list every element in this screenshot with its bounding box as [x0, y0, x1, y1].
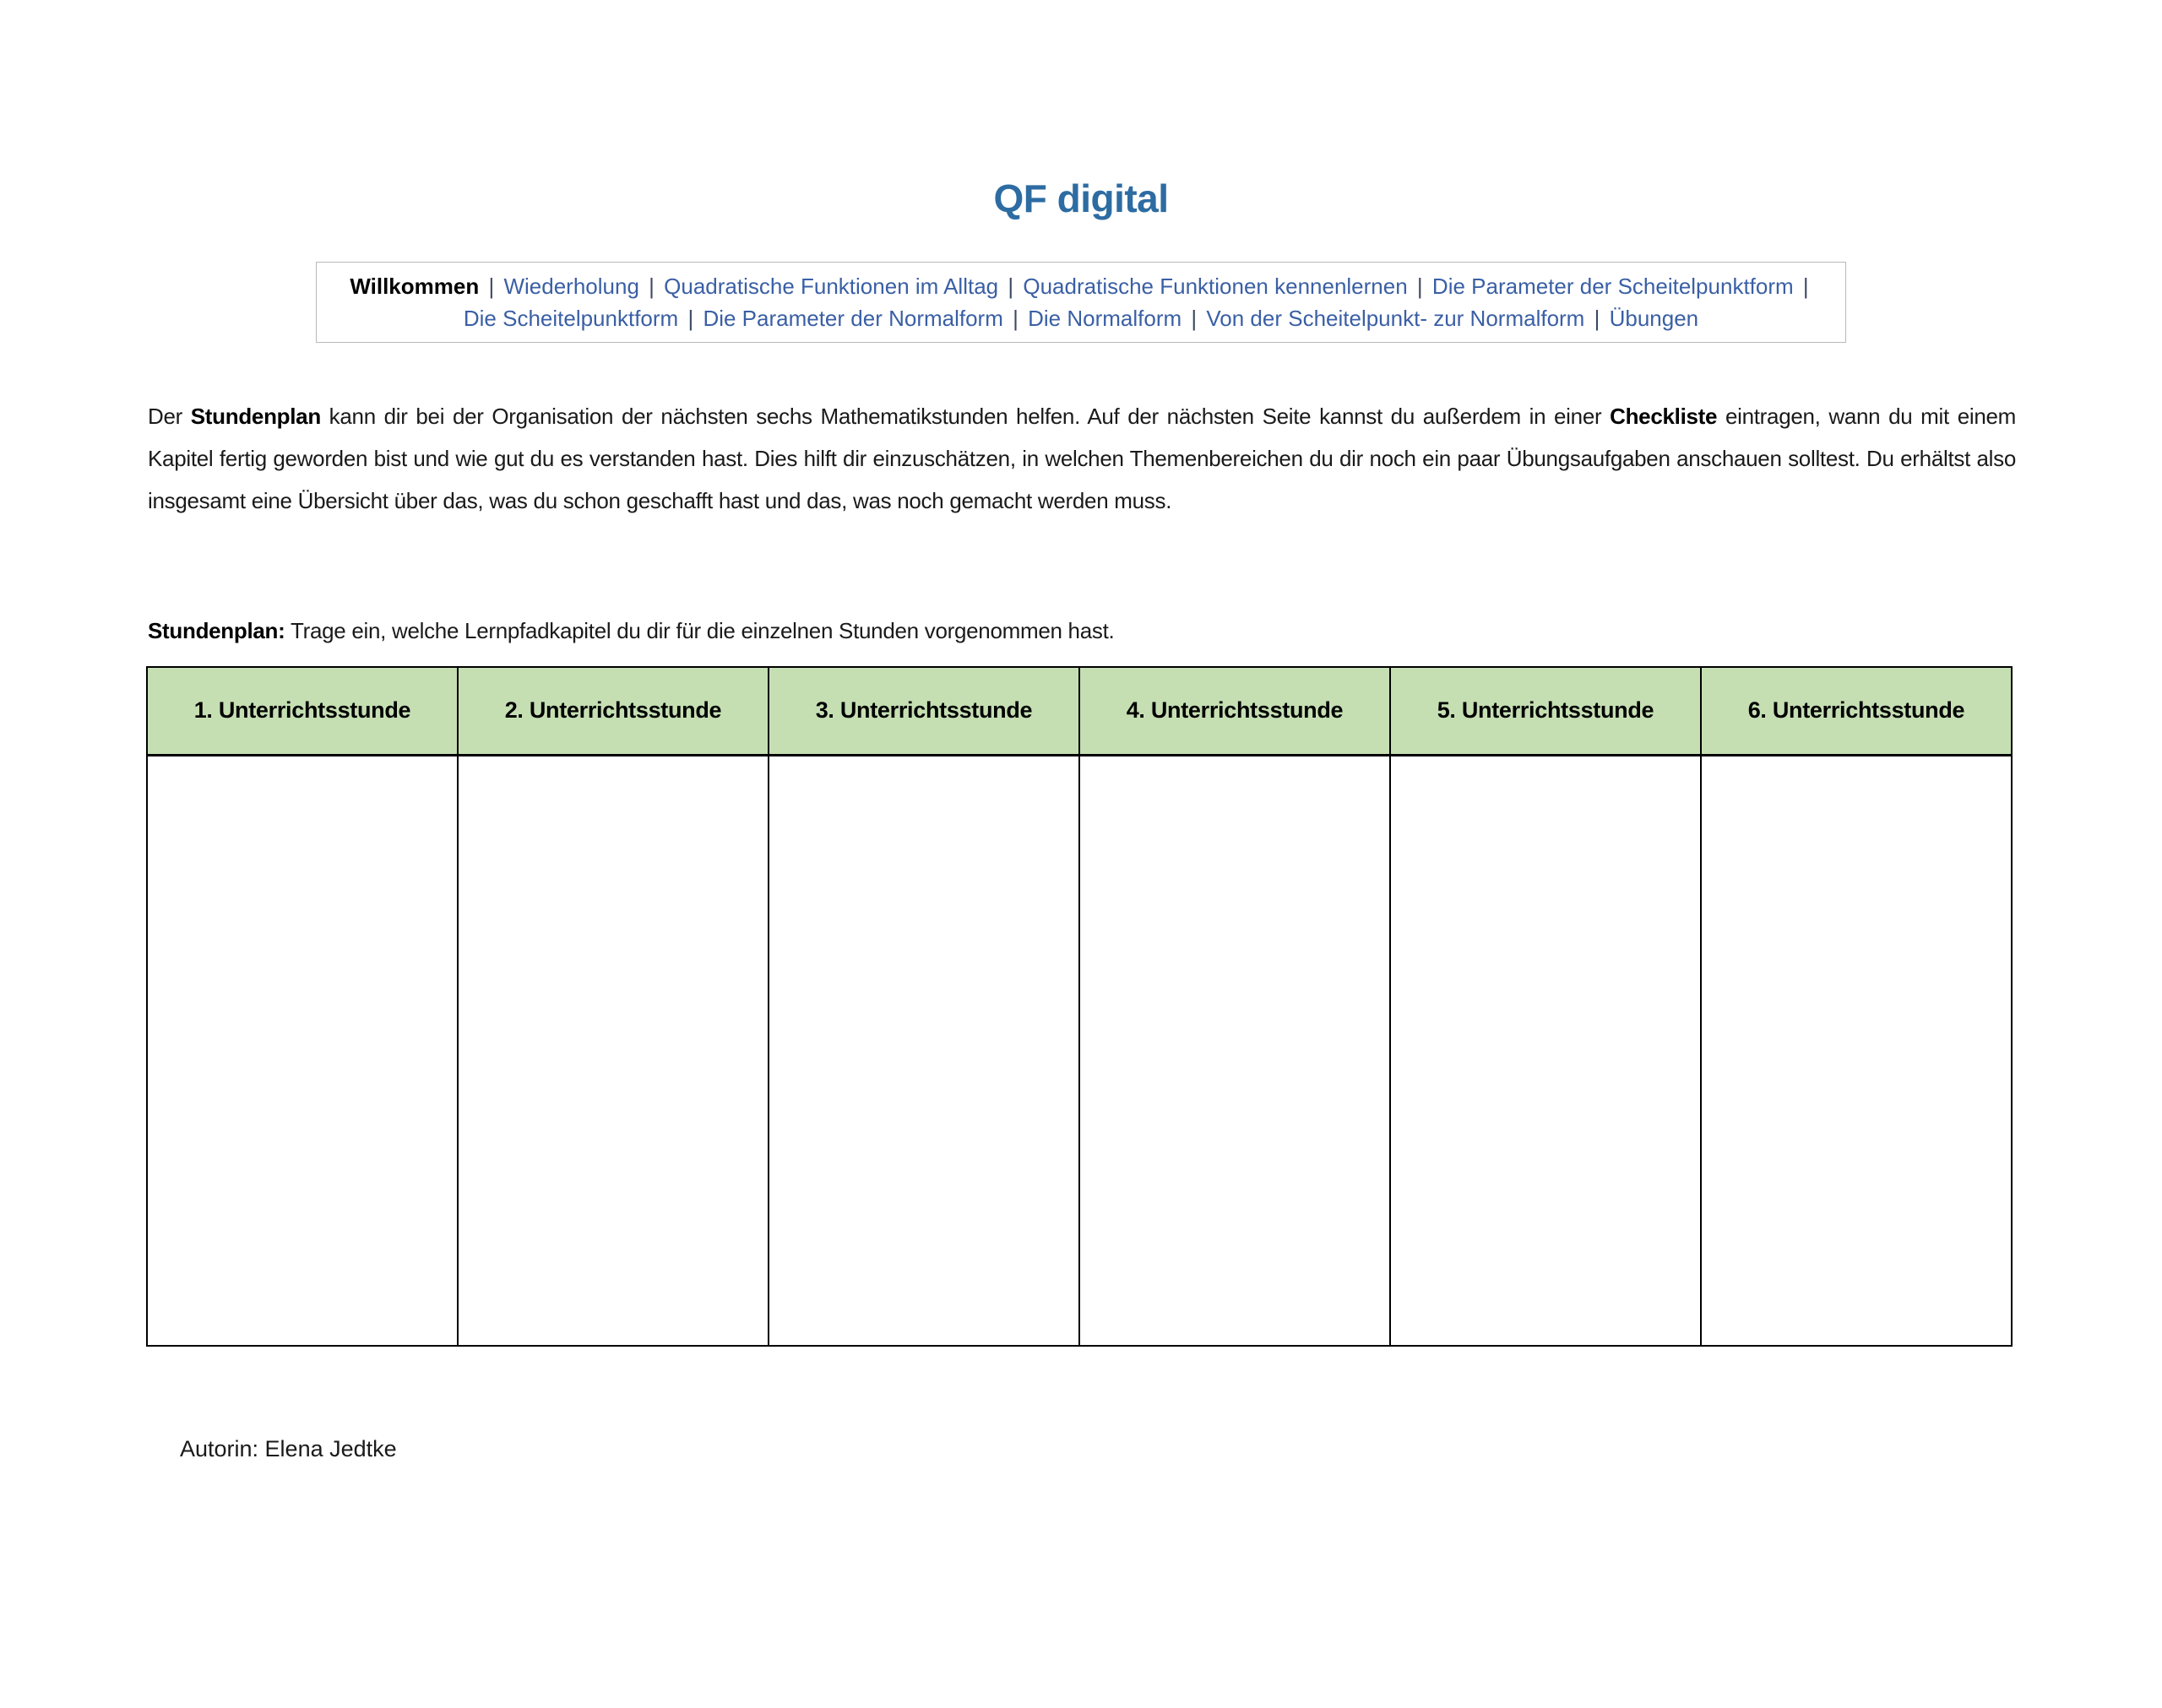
header-cell-stunde-1: 1. Unterrichtsstunde — [147, 667, 458, 755]
header-cell-stunde-2: 2. Unterrichtsstunde — [458, 667, 769, 755]
schedule-cell-stunde-2 — [458, 755, 769, 1346]
schedule-cell-stunde-5 — [1390, 755, 1701, 1346]
schedule-table — [146, 666, 2013, 1347]
nav-separator: | — [687, 306, 694, 331]
intro-paragraph — [148, 395, 2016, 522]
schedule-cell-stunde-6 — [1701, 755, 2012, 1346]
nav-item-quadratische-funktionen-kennenlernen[interactable]: Quadratische Funktionen kennenlernen — [1023, 274, 1408, 299]
page-title: QF digital — [993, 176, 1169, 220]
nav-separator: | — [649, 274, 655, 299]
nav-separator: | — [1008, 274, 1014, 299]
nav-line-1 — [317, 270, 1845, 302]
table-header-row — [147, 667, 2012, 755]
intro-text-1: Der — [148, 404, 191, 429]
nav-item-die-parameter-der-scheitelpunktform[interactable]: Die Parameter der Scheitelpunktform — [1431, 274, 1794, 299]
intro-text-2: kann dir bei der Organisation der nächsten sechs Mathematikstunden helfen. Auf der nächsten Seite kannst du außerdem in einer — [320, 404, 1611, 429]
nav-separator: | — [488, 274, 495, 299]
intro-bold-checkliste: Checkliste — [1610, 404, 1718, 429]
nav-line-2 — [317, 302, 1845, 334]
intro-bold-stundenplan: Stundenplan — [190, 404, 321, 429]
nav-separator: | — [1191, 306, 1198, 331]
schedule-label: Stundenplan: — [148, 618, 285, 643]
nav-item-quadratische-funktionen-im-alltag[interactable]: Quadratische Funktionen im Alltag — [664, 274, 999, 299]
nav-item-von-der-scheitelpunkt-zur-normalform[interactable]: Von der Scheitelpunkt- zur Normalform — [1206, 306, 1585, 331]
author-credit: Autorin: Elena Jedtke — [180, 1436, 397, 1461]
schedule-table-header — [147, 667, 2012, 755]
nav-item-wiederholung[interactable]: Wiederholung — [503, 274, 639, 299]
nav-separator: | — [1802, 274, 1809, 299]
nav-item-die-normalform[interactable]: Die Normalform — [1028, 306, 1182, 331]
nav-item-die-scheitelpunktform[interactable]: Die Scheitelpunktform — [463, 306, 679, 331]
nav-separator: | — [1013, 306, 1019, 331]
schedule-instruction-text: Trage ein, welche Lernpfadkapitel du dir für die einzelnen Stunden vorgenommen hast. — [290, 618, 1115, 643]
header-cell-stunde-5: 5. Unterrichtsstunde — [1390, 667, 1701, 755]
schedule-cell-stunde-4 — [1079, 755, 1390, 1346]
intro-text-3: eintragen, wann du mit einem Kapitel fertig geworden bist und wie gut du es verstanden hast. Dies hilft dir einzuschätzen, in welchen Themenbereichen du dir noch ein paar Übungsaufgaben anschauen solltest. Du erhältst also insgesamt eine Übersicht über das, was du schon geschafft hast und das, was noch gemacht werden muss. — [148, 404, 2017, 513]
header-cell-stunde-3: 3. Unterrichtsstunde — [769, 667, 1079, 755]
schedule-instruction — [148, 610, 2016, 652]
nav-separator: | — [1594, 306, 1600, 331]
nav-separator: | — [1416, 274, 1423, 299]
chapter-nav — [316, 262, 1846, 343]
schedule-cell-stunde-3 — [769, 755, 1079, 1346]
nav-item-willkommen: Willkommen — [350, 274, 480, 299]
nav-item-uebungen[interactable]: Übungen — [1609, 306, 1699, 331]
table-body-row — [147, 755, 2012, 1346]
schedule-cell-stunde-1 — [147, 755, 458, 1346]
header-cell-stunde-4: 4. Unterrichtsstunde — [1079, 667, 1390, 755]
schedule-table-body — [147, 755, 2012, 1346]
nav-item-die-parameter-der-normalform[interactable]: Die Parameter der Normalform — [703, 306, 1003, 331]
header-cell-stunde-6: 6. Unterrichtsstunde — [1701, 667, 2012, 755]
